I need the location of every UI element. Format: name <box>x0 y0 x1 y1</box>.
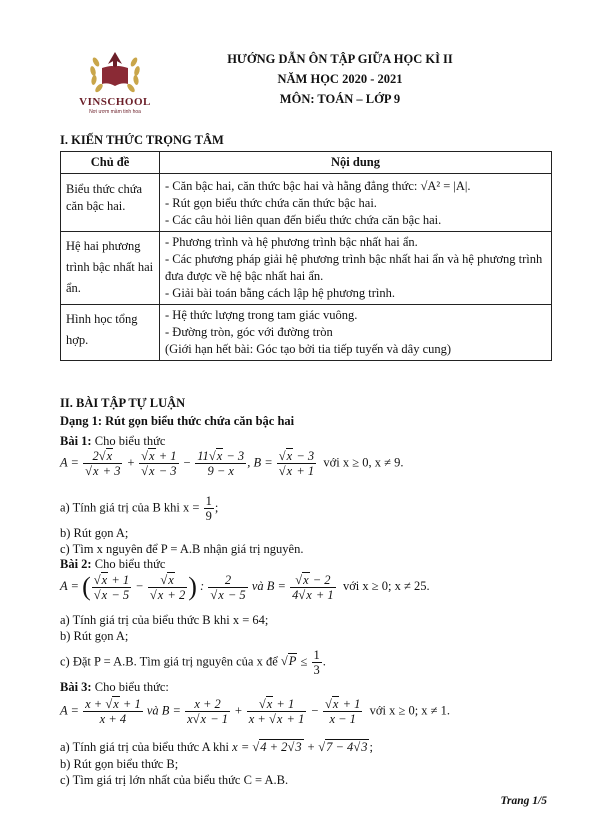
bai3-formula: A = $\frac{x + √ x + 1}{x + 4}$ và B = $\frac{x + 2}{x√ x - 1}$ + √ $\frac{x + 1}{x + √ x + 1}$ − √ $\frac{x + 1}{x - 1}$ với x ≥ 0; x ≠ 1. <box>60 697 450 726</box>
bai2-formula: A = ( √ x + 1 √ x − 5 − √ x √ x + 2 ) : 2 √ x − 5 và B = √ $\frac{x - 2}{4√ x + 1}$ với x ≥ 0; x ≠ 25. <box>60 572 430 602</box>
bai2-header: Bài 2: Cho biểu thức <box>60 557 166 571</box>
bai3-header: Bài 3: Cho biểu thức: <box>60 680 169 694</box>
bai3-c: c) Tìm giá trị lớn nhất của biểu thức C = A.B. <box>60 773 289 787</box>
topic-cell: Hình học tổng hợp. <box>61 305 160 361</box>
table-row <box>61 305 552 361</box>
logo-tagline: Nơi ươm mầm tinh hoa <box>89 109 141 115</box>
content-cell: - Hệ thức lượng trong tam giác vuông. - Đường tròn, góc với đường tròn (Giới hạn hết bài: Góc tạo bởi tia tiếp tuyến và dây cung) <box>160 305 552 361</box>
doc-title: HƯỚNG DẪN ÔN TẬP GIỮA HỌC KÌ II <box>227 52 453 66</box>
bai2-a: a) Tính giá trị của biểu thức B khi x = 64; <box>60 613 269 627</box>
bai3-a: a) Tính giá trị của biểu thức A khi x = √ 4 + 2√ 3 + √ 7 − 4√ 3 ; <box>60 740 373 755</box>
topics-table <box>60 151 552 361</box>
topic-cell: Hệ hai phương trình bậc nhất hai ẩn. <box>61 232 160 305</box>
content-cell: - Phương trình và hệ phương trình bậc nhất hai ẩn. - Các phương pháp giải hệ phương trình bậc nhất hai ẩn và hệ phương trình đưa được về hệ bậc nhất hai ẩn. - Giải bài toán bằng cách lập hệ phương trình. <box>160 232 552 305</box>
vinschool-logo <box>72 46 158 116</box>
laurel-book-icon <box>72 46 158 96</box>
bai2-b: b) Rút gọn A; <box>60 629 129 643</box>
bai1-c: c) Tìm x nguyên để P = A.B nhận giá trị nguyên. <box>60 542 304 556</box>
bai1-header: Bài 1: Cho biểu thức <box>60 434 166 448</box>
section1-title: I. KIẾN THỨC TRỌNG TÂM <box>60 133 224 147</box>
school-year: NĂM HỌC 2020 - 2021 <box>277 72 403 86</box>
bai1-b: b) Rút gọn A; <box>60 526 129 540</box>
bai1-formula: A = 2√ x √ x + 3 + √ x + 1 √ x − 3 − $\frac{11√ x - 3}{9 - x}$ , B = √ x − 3 √ x + 1 với x ≥ 0, x ≠ 9. <box>60 449 403 478</box>
col-content-header: Nội dung <box>160 152 552 174</box>
bai3-b: b) Rút gọn biểu thức B; <box>60 757 179 771</box>
abs-identity: √A² = |A|. <box>420 179 471 193</box>
type1-title: Dạng 1: Rút gọn biểu thức chứa căn bậc hai <box>60 414 295 428</box>
bai1-a: a) Tính giá trị của B khi x = $\frac{1}{9}$ ; <box>60 494 219 523</box>
table-row <box>61 232 552 305</box>
col-topic-header: Chủ đề <box>61 152 160 174</box>
logo-text: VINSCHOOL <box>79 96 151 108</box>
bai2-c: c) Đặt P = A.B. Tìm giá trị nguyên của x để √ P ≤ $\frac{1}{3}$ . <box>60 648 326 677</box>
content-cell: - Căn bậc hai, căn thức bậc hai và hằng đẳng thức: √A² = |A|. - Rút gọn biểu thức chứa căn thức bậc hai. - Các câu hỏi liên quan đến biểu thức chứa căn bậc hai. <box>160 174 552 232</box>
page-number: Trang 1/5 <box>500 795 547 807</box>
section2-title: II. BÀI TẬP TỰ LUẬN <box>60 396 186 410</box>
topic-cell: Biểu thức chứa căn bậc hai. <box>61 174 160 232</box>
table-row <box>61 174 552 232</box>
subject: MÔN: TOÁN – LỚP 9 <box>279 92 401 106</box>
